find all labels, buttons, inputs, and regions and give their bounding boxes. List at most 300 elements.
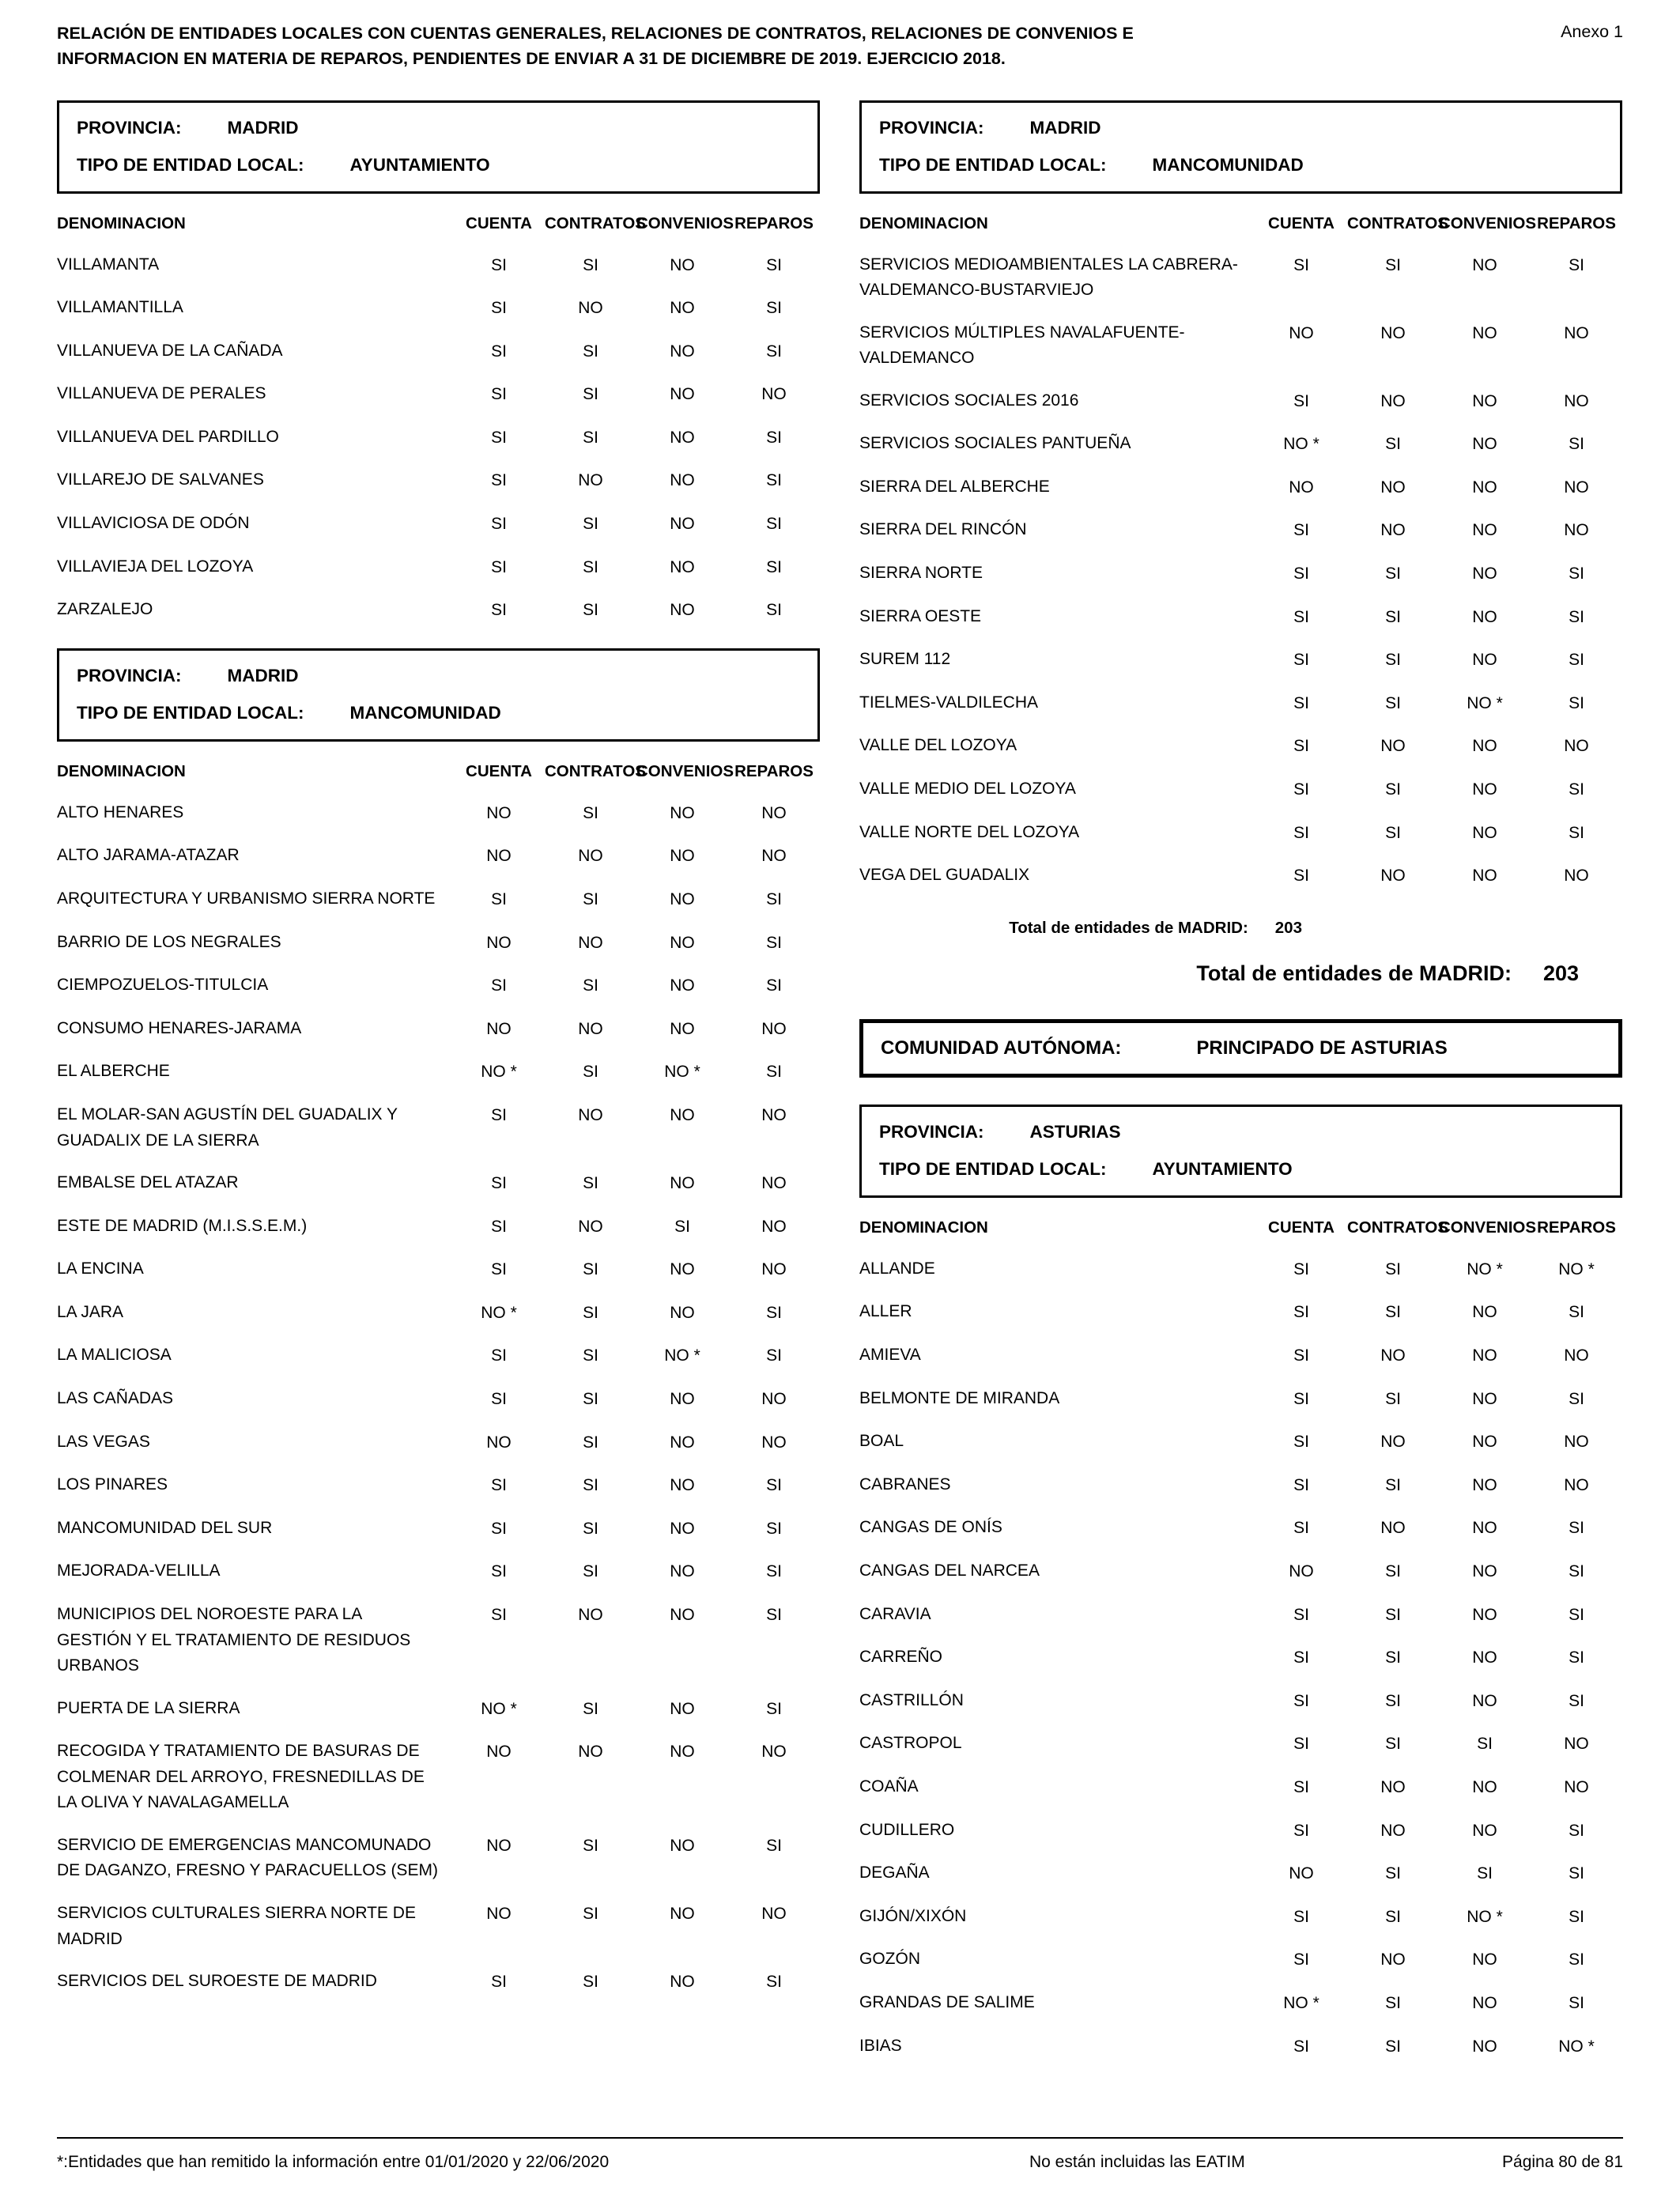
table-row xyxy=(859,1429,1622,1456)
cell-contratos: NO xyxy=(1380,1346,1406,1365)
table-row xyxy=(57,972,820,999)
cell-cuenta: SI xyxy=(1293,1821,1309,1840)
table-rows xyxy=(859,1256,1622,2060)
table-rows xyxy=(57,800,820,1996)
cell-convenios: NO * xyxy=(664,1346,700,1365)
entity-name: ARQUITECTURA Y URBANISMO SIERRA NORTE xyxy=(57,889,436,908)
table-row xyxy=(57,1102,820,1154)
cell-convenios: NO xyxy=(1472,1691,1497,1710)
cell-contratos: SI xyxy=(583,1973,598,1992)
column-header-denominacion: DENOMINACION xyxy=(57,761,186,780)
table-row xyxy=(57,1833,820,1884)
table-row xyxy=(57,1059,820,1086)
cell-reparos: SI xyxy=(1569,1648,1584,1667)
cell-convenios: NO xyxy=(670,1743,695,1762)
cell-reparos: NO * xyxy=(1558,1259,1595,1278)
cell-convenios: NO * xyxy=(1467,693,1503,712)
entity-name: CARREÑO xyxy=(859,1648,943,1667)
entity-type-value: MANCOMUNIDAD xyxy=(349,702,501,723)
cell-contratos: SI xyxy=(583,803,598,822)
cell-convenios: SI xyxy=(1477,1864,1493,1883)
cell-reparos: NO xyxy=(761,1106,787,1124)
cell-cuenta: SI xyxy=(1293,1735,1309,1754)
cell-convenios: NO xyxy=(1472,1519,1497,1538)
cell-convenios: NO xyxy=(1472,478,1497,497)
cell-convenios: NO xyxy=(1472,737,1497,756)
cell-contratos: SI xyxy=(583,1836,598,1855)
cell-contratos: SI xyxy=(583,1346,598,1365)
column-header-cuenta: CUENTA xyxy=(1268,1218,1335,1237)
cell-cuenta: SI xyxy=(1293,2037,1309,2056)
cell-convenios: NO xyxy=(1472,521,1497,540)
cell-convenios: NO xyxy=(670,385,695,404)
cell-convenios: NO xyxy=(670,1303,695,1322)
entity-type-line xyxy=(77,154,800,176)
column-header-convenios: CONVENIOS xyxy=(636,761,734,780)
cell-cuenta: SI xyxy=(491,1476,507,1495)
cell-convenios: NO xyxy=(670,976,695,995)
entity-type-line xyxy=(879,154,1603,176)
cell-cuenta: NO xyxy=(1289,1561,1314,1580)
cell-contratos: NO xyxy=(1380,737,1406,756)
cell-convenios: NO xyxy=(670,1699,695,1718)
cell-cuenta: SI xyxy=(491,1973,507,1992)
table-row xyxy=(859,1299,1622,1326)
cell-cuenta: NO xyxy=(1289,1864,1314,1883)
cell-reparos: SI xyxy=(766,1063,782,1082)
cell-contratos: NO xyxy=(578,1743,603,1762)
entity-name: CUDILLERO xyxy=(859,1820,955,1839)
table-row xyxy=(859,1602,1622,1629)
cell-contratos: NO xyxy=(578,933,603,952)
cell-reparos: NO xyxy=(761,1743,787,1762)
table-row xyxy=(859,320,1622,372)
cell-reparos: SI xyxy=(766,515,782,534)
cell-reparos: SI xyxy=(766,342,782,361)
cell-cuenta: NO xyxy=(486,847,512,866)
column-header-contratos: CONTRATOS xyxy=(545,761,646,780)
entity-name: RECOGIDA Y TRATAMIENTO DE BASURAS DE COLMENAR DEL ARROYO, FRESNEDILLAS DE LA OLIVA Y NAVALAGAMELLA xyxy=(57,1742,425,1812)
column-header-reparos: REPAROS xyxy=(1537,213,1616,232)
entity-name: MUNICIPIOS DEL NOROESTE PARA LA GESTIÓN Y EL TRATAMIENTO DE RESIDUOS URBANOS xyxy=(57,1605,411,1675)
cell-cuenta: SI xyxy=(1293,1303,1309,1322)
cell-contratos: NO xyxy=(1380,323,1406,342)
entity-name: SUREM 112 xyxy=(859,650,951,669)
entity-name: CASTRILLÓN xyxy=(859,1690,964,1709)
entity-name: ZARZALEJO xyxy=(57,600,153,619)
table-row xyxy=(859,1472,1622,1499)
cell-convenios: NO xyxy=(1472,1605,1497,1624)
cell-contratos: SI xyxy=(583,515,598,534)
cell-reparos: SI xyxy=(1569,1519,1584,1538)
cell-reparos: NO xyxy=(1564,1777,1589,1796)
entity-name: IBIAS xyxy=(859,2036,902,2055)
cell-convenios: NO xyxy=(1472,1993,1497,2012)
entity-name: CARAVIA xyxy=(859,1604,931,1623)
entity-name: TIELMES-VALDILECHA xyxy=(859,693,1039,712)
cell-reparos: NO xyxy=(761,1019,787,1038)
cell-convenios: NO xyxy=(1472,823,1497,842)
cell-convenios: NO xyxy=(1472,391,1497,410)
cell-cuenta: SI xyxy=(1293,1950,1309,1969)
cell-cuenta: SI xyxy=(491,342,507,361)
cell-contratos: NO xyxy=(578,471,603,490)
entity-name: SERVICIOS SOCIALES PANTUEÑA xyxy=(859,434,1131,453)
cell-cuenta: SI xyxy=(491,1106,507,1124)
cell-reparos: NO xyxy=(761,847,787,866)
cell-reparos: SI xyxy=(1569,693,1584,712)
cell-contratos: SI xyxy=(583,1174,598,1193)
cell-cuenta: SI xyxy=(491,976,507,995)
entity-name: SERVICIOS SOCIALES 2016 xyxy=(859,391,1079,410)
table-row xyxy=(57,1516,820,1543)
table-row xyxy=(859,1342,1622,1369)
table-row xyxy=(859,1256,1622,1283)
cell-reparos: SI xyxy=(1569,607,1584,626)
entity-name: SIERRA DEL RINCÓN xyxy=(859,520,1027,539)
cell-reparos: NO xyxy=(761,1390,787,1409)
entity-name: LAS CAÑADAS xyxy=(57,1389,174,1408)
entity-name: SIERRA NORTE xyxy=(859,564,983,583)
cell-contratos: SI xyxy=(1385,1691,1401,1710)
cell-cuenta: SI xyxy=(1293,255,1309,274)
cell-contratos: NO xyxy=(1380,1950,1406,1969)
entity-name: SERVICIOS MÚLTIPLES NAVALAFUENTE-VALDEMANCO xyxy=(859,323,1185,368)
title-line-1: RELACIÓN DE ENTIDADES LOCALES CON CUENTAS GENERALES, RELACIONES DE CONTRATOS, RELACIONES DE CONVENIOS E xyxy=(57,24,1134,43)
entity-name: SERVICIO DE EMERGENCIAS MANCOMUNADO DE DAGANZO, FRESNO Y PARACUELLOS (SEM) xyxy=(57,1835,438,1880)
cell-contratos: NO xyxy=(578,847,603,866)
cell-convenios: NO xyxy=(670,1562,695,1581)
table-row xyxy=(57,1739,820,1816)
province-value: ASTURIAS xyxy=(1029,1121,1121,1142)
cell-reparos: SI xyxy=(1569,1389,1584,1408)
entity-name: SIERRA DEL ALBERCHE xyxy=(859,477,1050,496)
total-entities-big-label: Total de entidades de MADRID: xyxy=(1196,961,1512,985)
entity-name: ALLER xyxy=(859,1302,912,1321)
cell-cuenta: SI xyxy=(1293,1907,1309,1926)
cell-reparos: NO xyxy=(761,385,787,404)
cell-reparos: SI xyxy=(766,1606,782,1625)
table-row xyxy=(859,2034,1622,2060)
cell-reparos: SI xyxy=(766,299,782,318)
entity-name: CIEMPOZUELOS-TITULCIA xyxy=(57,976,269,995)
province-box xyxy=(57,100,820,194)
column-header-convenios: CONVENIOS xyxy=(636,213,734,232)
total-entities-small-label: Total de entidades de MADRID: xyxy=(1009,918,1248,937)
province-box xyxy=(859,1105,1622,1198)
province-line xyxy=(77,665,800,686)
cell-cuenta: SI xyxy=(1293,565,1309,583)
cell-convenios: NO xyxy=(670,1433,695,1452)
cell-reparos: SI xyxy=(766,601,782,620)
cell-reparos: SI xyxy=(766,976,782,995)
table-row xyxy=(57,252,820,279)
cell-cuenta: NO * xyxy=(1283,1993,1319,2012)
cell-contratos: SI xyxy=(1385,2037,1401,2056)
cell-reparos: NO xyxy=(761,1433,787,1452)
cell-cuenta: SI xyxy=(491,1260,507,1279)
province-box xyxy=(57,648,820,742)
cell-cuenta: SI xyxy=(491,1174,507,1193)
cell-contratos: SI xyxy=(583,1476,598,1495)
table-row xyxy=(57,1429,820,1456)
cell-contratos: SI xyxy=(583,890,598,909)
cell-contratos: SI xyxy=(1385,693,1401,712)
cell-contratos: SI xyxy=(1385,1993,1401,2012)
table-row xyxy=(57,1300,820,1327)
table-row xyxy=(859,776,1622,803)
province-line xyxy=(879,117,1603,138)
entity-name: EL MOLAR-SAN AGUSTÍN DEL GUADALIX Y GUADALIX DE LA SIERRA xyxy=(57,1105,398,1150)
table-row xyxy=(859,1688,1622,1715)
cell-contratos: NO xyxy=(578,299,603,318)
cell-contratos: SI xyxy=(1385,651,1401,670)
column-header-cuenta: CUENTA xyxy=(466,213,532,232)
cell-contratos: SI xyxy=(583,1519,598,1538)
table-row xyxy=(57,843,820,870)
cell-cuenta: SI xyxy=(491,1390,507,1409)
cell-cuenta: NO xyxy=(486,1836,512,1855)
table-row xyxy=(57,1386,820,1413)
total-entities-big-value: 203 xyxy=(1542,961,1579,985)
cell-contratos: SI xyxy=(583,976,598,995)
cell-contratos: NO xyxy=(1380,1821,1406,1840)
entity-name: ALLANDE xyxy=(859,1259,935,1278)
cell-convenios: NO xyxy=(1472,867,1497,886)
entity-name: VALLE MEDIO DEL LOZOYA xyxy=(859,780,1076,799)
entity-type-value: MANCOMUNIDAD xyxy=(1152,154,1304,175)
cell-reparos: NO xyxy=(761,1174,787,1193)
entity-name: LOS PINARES xyxy=(57,1475,168,1494)
column-right xyxy=(859,100,1622,2085)
province-label: PROVINCIA: xyxy=(879,1121,984,1142)
cell-convenios: NO xyxy=(1472,2037,1497,2056)
cell-convenios: NO xyxy=(670,803,695,822)
entity-name: BELMONTE DE MIRANDA xyxy=(859,1388,1060,1407)
cell-reparos: SI xyxy=(1569,1864,1584,1883)
cell-reparos: SI xyxy=(1569,1993,1584,2012)
cell-cuenta: SI xyxy=(1293,1691,1309,1710)
cell-reparos: SI xyxy=(766,933,782,952)
cell-contratos: SI xyxy=(1385,1259,1401,1278)
cell-contratos: NO xyxy=(1380,521,1406,540)
table-row xyxy=(859,1947,1622,1973)
cell-convenios: NO xyxy=(1472,1346,1497,1365)
cell-reparos: SI xyxy=(766,1699,782,1718)
cell-cuenta: SI xyxy=(1293,1519,1309,1538)
cell-cuenta: NO xyxy=(486,1433,512,1452)
document-title xyxy=(57,21,1134,72)
table-row xyxy=(859,1818,1622,1845)
entity-name: CASTROPOL xyxy=(859,1734,962,1753)
entity-name: VILLAMANTILLA xyxy=(57,298,183,317)
cell-contratos: SI xyxy=(583,601,598,620)
cell-contratos: SI xyxy=(1385,1648,1401,1667)
entity-name: CABRANES xyxy=(859,1475,951,1494)
cell-contratos: SI xyxy=(1385,1303,1401,1322)
cell-reparos: SI xyxy=(1569,255,1584,274)
entity-name: SERVICIOS CULTURALES SIERRA NORTE DE MADRID xyxy=(57,1904,416,1948)
cell-convenios: NO xyxy=(670,1390,695,1409)
cell-reparos: SI xyxy=(1569,780,1584,799)
entity-name: VILLANUEVA DEL PARDILLO xyxy=(57,427,279,446)
title-line-2: INFORMACION EN MATERIA DE REPAROS, PENDIENTES DE ENVIAR A 31 DE DICIEMBRE DE 2019. EJERCICIO 2018. xyxy=(57,49,1006,69)
cell-cuenta: NO * xyxy=(1283,435,1319,454)
cell-convenios: NO * xyxy=(664,1063,700,1082)
cell-contratos: SI xyxy=(583,1260,598,1279)
cell-cuenta: SI xyxy=(491,1606,507,1625)
entity-name: GOZÓN xyxy=(859,1950,920,1969)
autonomous-community-value: PRINCIPADO DE ASTURIAS xyxy=(1196,1037,1448,1059)
entity-name: ESTE DE MADRID (M.I.S.S.E.M.) xyxy=(57,1216,308,1235)
entity-type-label: TIPO DE ENTIDAD LOCAL: xyxy=(879,154,1107,175)
entity-type-line xyxy=(879,1158,1603,1180)
table-row xyxy=(57,800,820,827)
cell-contratos: NO xyxy=(1380,1519,1406,1538)
entity-table-section xyxy=(859,1105,1622,2076)
cell-contratos: SI xyxy=(1385,1561,1401,1580)
entity-type-value: AYUNTAMIENTO xyxy=(349,154,490,175)
cell-contratos: NO xyxy=(578,1606,603,1625)
cell-reparos: SI xyxy=(766,1836,782,1855)
cell-reparos: SI xyxy=(1569,651,1584,670)
cell-convenios: NO xyxy=(1472,435,1497,454)
cell-contratos: SI xyxy=(583,428,598,447)
cell-reparos: SI xyxy=(766,557,782,576)
cell-cuenta: SI xyxy=(491,557,507,576)
table-column-headers xyxy=(859,214,1622,233)
cell-cuenta: NO * xyxy=(481,1063,517,1082)
cell-cuenta: SI xyxy=(1293,737,1309,756)
table-row xyxy=(57,554,820,581)
cell-convenios: NO xyxy=(1472,780,1497,799)
cell-reparos: NO xyxy=(1564,391,1589,410)
cell-convenios: NO xyxy=(670,1019,695,1038)
cell-convenios: NO xyxy=(1472,1777,1497,1796)
entity-table-section xyxy=(57,100,820,640)
cell-contratos: SI xyxy=(1385,435,1401,454)
entity-name: VILLAVICIOSA DE ODÓN xyxy=(57,514,250,533)
cell-convenios: NO xyxy=(1472,607,1497,626)
table-row xyxy=(859,1558,1622,1585)
cell-convenios: NO xyxy=(670,428,695,447)
table-row xyxy=(859,1774,1622,1801)
cell-reparos: SI xyxy=(766,890,782,909)
cell-convenios: NO xyxy=(1472,1821,1497,1840)
table-row xyxy=(859,1990,1622,2017)
column-header-cuenta: CUENTA xyxy=(1268,213,1335,232)
cell-cuenta: NO xyxy=(486,933,512,952)
page-footer xyxy=(57,2137,1623,2172)
cell-reparos: SI xyxy=(1569,1950,1584,1969)
cell-cuenta: NO * xyxy=(481,1699,517,1718)
table-row xyxy=(57,1342,820,1369)
column-header-cuenta: CUENTA xyxy=(466,761,532,780)
cell-convenios: NO xyxy=(1472,323,1497,342)
cell-cuenta: NO xyxy=(486,1743,512,1762)
table-row xyxy=(859,820,1622,847)
cell-cuenta: SI xyxy=(1293,521,1309,540)
cell-reparos: NO * xyxy=(1558,2037,1595,2056)
cell-contratos: SI xyxy=(583,385,598,404)
cell-reparos: NO xyxy=(1564,1475,1589,1494)
cell-cuenta: NO xyxy=(486,803,512,822)
entity-type-label: TIPO DE ENTIDAD LOCAL: xyxy=(77,154,304,175)
entity-table-section xyxy=(859,100,1622,906)
cell-reparos: NO xyxy=(761,1260,787,1279)
table-row xyxy=(859,431,1622,458)
cell-reparos: SI xyxy=(1569,435,1584,454)
cell-reparos: SI xyxy=(766,1346,782,1365)
entity-table-section xyxy=(57,648,820,2012)
entity-name: VALLE DEL LOZOYA xyxy=(859,736,1017,755)
province-value: MADRID xyxy=(1029,117,1101,138)
table-row xyxy=(57,338,820,365)
cell-cuenta: SI xyxy=(1293,1605,1309,1624)
table-row xyxy=(859,388,1622,415)
cell-contratos: SI xyxy=(583,1390,598,1409)
cell-reparos: SI xyxy=(1569,1691,1584,1710)
table-row xyxy=(57,886,820,913)
cell-contratos: SI xyxy=(1385,1864,1401,1883)
cell-cuenta: SI xyxy=(491,428,507,447)
cell-contratos: SI xyxy=(583,1063,598,1082)
cell-cuenta: SI xyxy=(1293,1259,1309,1278)
cell-cuenta: SI xyxy=(1293,1433,1309,1452)
cell-convenios: NO * xyxy=(1467,1907,1503,1926)
table-row xyxy=(57,1170,820,1197)
entity-name: PUERTA DE LA SIERRA xyxy=(57,1698,240,1717)
table-row xyxy=(859,1731,1622,1758)
table-row xyxy=(57,295,820,322)
cell-convenios: NO xyxy=(670,471,695,490)
cell-reparos: NO xyxy=(1564,1735,1589,1754)
entity-name: GIJÓN/XIXÓN xyxy=(859,1906,967,1925)
cell-cuenta: SI xyxy=(491,385,507,404)
total-entities-small-value: 203 xyxy=(1274,918,1302,937)
cell-reparos: SI xyxy=(766,1519,782,1538)
annex-label: Anexo 1 xyxy=(1561,22,1623,41)
cell-convenios: NO xyxy=(1472,1389,1497,1408)
cell-contratos: SI xyxy=(1385,823,1401,842)
cell-reparos: SI xyxy=(766,1562,782,1581)
cell-convenios: NO xyxy=(670,557,695,576)
column-header-reparos: REPAROS xyxy=(1537,1218,1616,1237)
cell-cuenta: SI xyxy=(1293,1648,1309,1667)
entity-type-label: TIPO DE ENTIDAD LOCAL: xyxy=(879,1158,1107,1179)
cell-contratos: SI xyxy=(583,1905,598,1923)
cell-cuenta: NO * xyxy=(481,1303,517,1322)
cell-reparos: SI xyxy=(766,1476,782,1495)
entity-name: VALLE NORTE DEL LOZOYA xyxy=(859,822,1080,841)
entity-name: SERVICIOS DEL SUROESTE DE MADRID xyxy=(57,1972,377,1991)
province-label: PROVINCIA: xyxy=(879,117,984,138)
cell-cuenta: SI xyxy=(491,515,507,534)
table-column-headers xyxy=(57,762,820,781)
cell-reparos: NO xyxy=(1564,323,1589,342)
cell-cuenta: SI xyxy=(1293,1475,1309,1494)
table-row xyxy=(859,561,1622,587)
cell-contratos: SI xyxy=(583,1562,598,1581)
entity-name: VEGA DEL GUADALIX xyxy=(859,866,1030,885)
cell-cuenta: SI xyxy=(1293,1777,1309,1796)
cell-contratos: SI xyxy=(583,557,598,576)
cell-cuenta: NO xyxy=(1289,478,1314,497)
cell-reparos: NO xyxy=(761,803,787,822)
table-row xyxy=(859,733,1622,760)
cell-reparos: SI xyxy=(1569,1907,1584,1926)
column-header-convenios: CONVENIOS xyxy=(1439,213,1537,232)
